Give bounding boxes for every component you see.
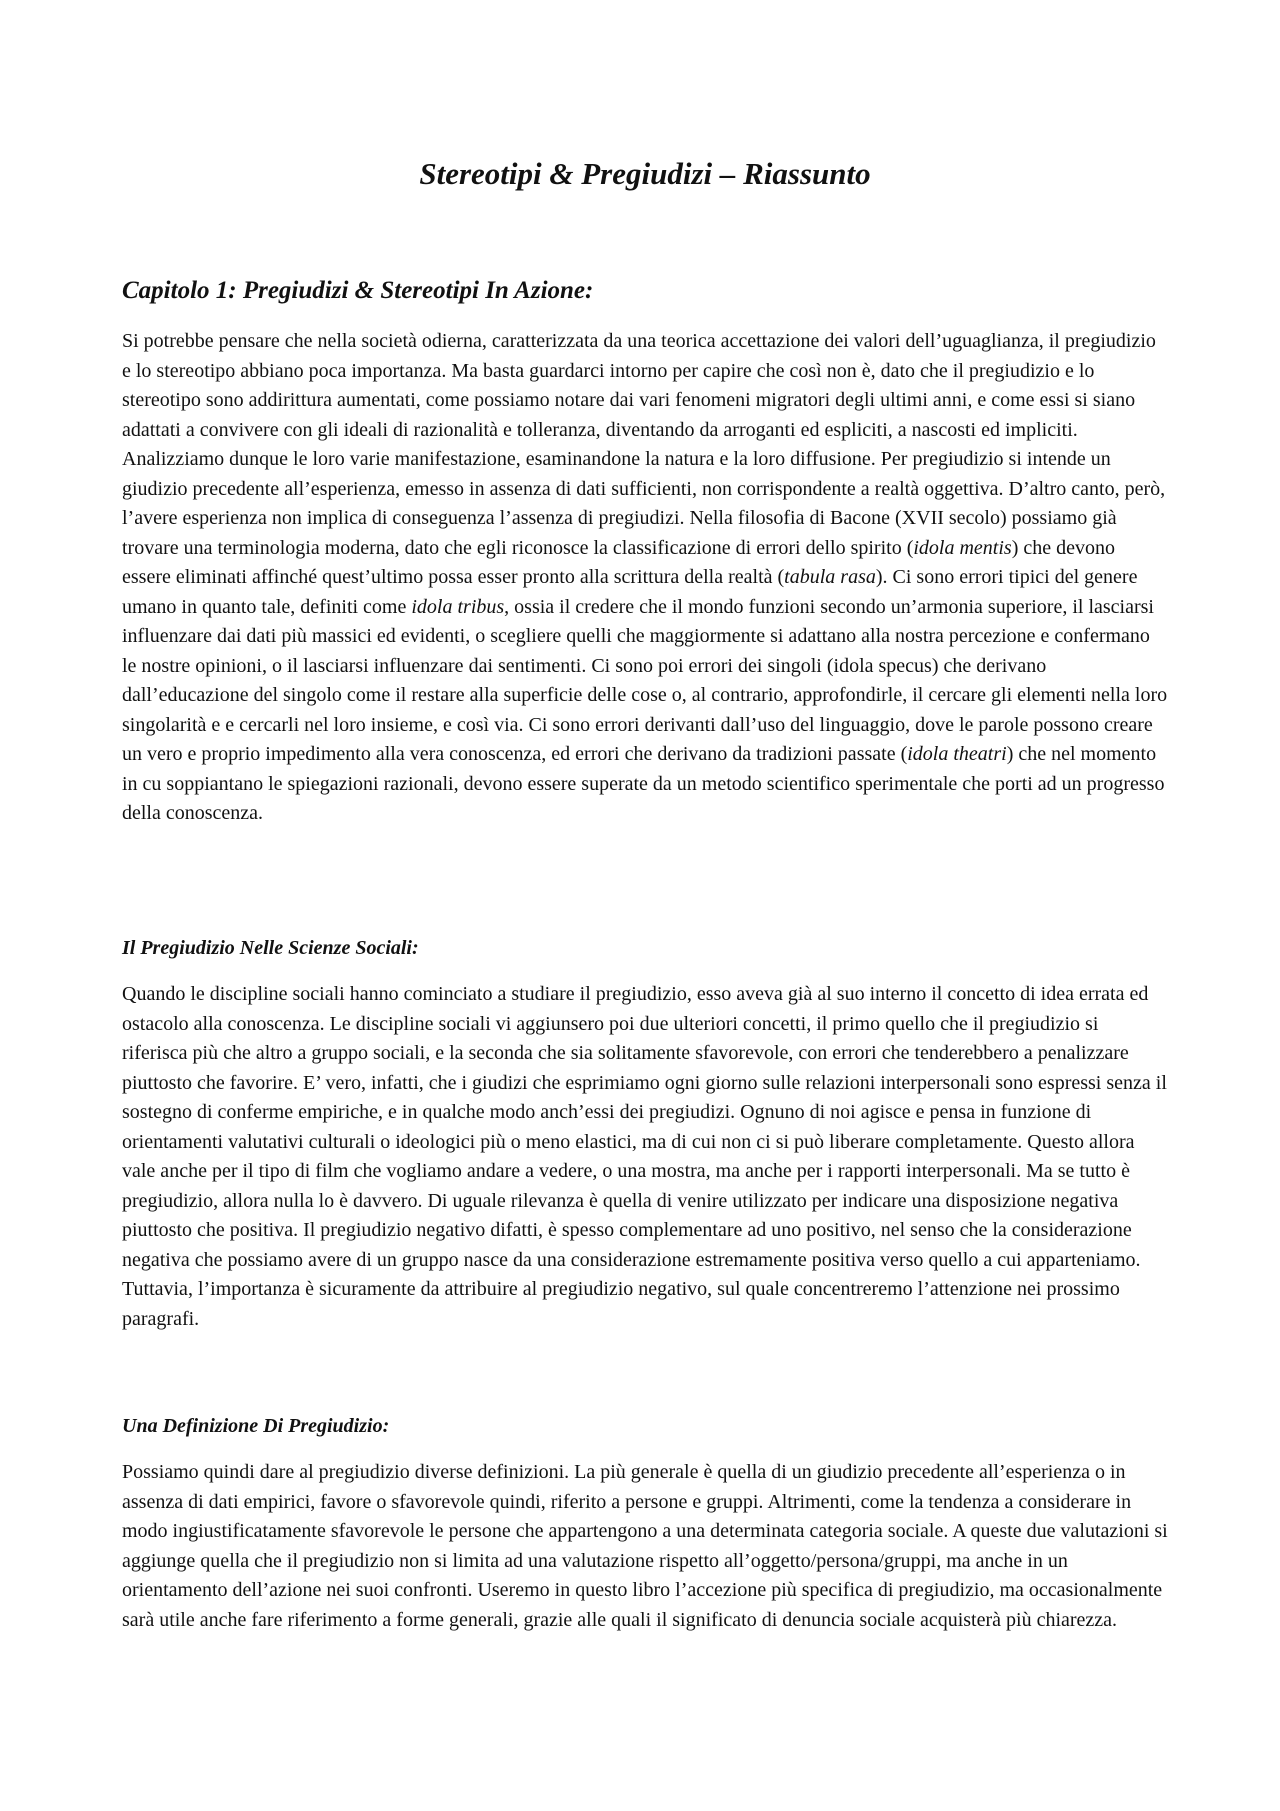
section-heading: Una Definizione Di Pregiudizio: — [122, 1415, 390, 1437]
section-definition — [122, 1412, 1168, 1440]
section-paragraph: Quando le discipline sociali hanno cominciato a studiare il pregiudizio, esso aveva già al suo interno il concetto di idea errata ed ostacolo alla conoscenza. Le discipline sociali vi aggiunsero poi due ulteriori concetti, il primo quello che il pregiudizio si riferisca più che altro a gruppo sociali, e la seconda che sia solitamente sfavorevole, con errori che tenderebbero a penalizzare piuttosto che favorire. E’ vero, infatti, che i giudizi che esprimiamo ogni giorno sulle relazioni interpersonali sono espressi senza il sostegno di conferme empiriche, e in qualche modo anch’essi dei pregiudizi. Ognuno di noi agisce e pensa in funzione di orientamenti valutativi culturali o ideologici più o meno elastici, ma di cui non ci si può liberare completamente. Questo allora vale anche per il tipo di film che vogliamo andare a vedere, o una mostra, ma anche per i rapporti interpersonali. Ma se tutto è pregiudizio, allora nulla lo è davvero. Di uguale rilevanza è quella di venire utilizzato per indicare una disposizione negativa piuttosto che positiva. Il pregiudizio negativo difatti, è spesso complementare ad uno positivo, nel senso che la considerazione negativa che possiamo avere di un gruppo nasce da una considerazione estremamente positiva verso quello a cui apparteniamo. Tuttavia, l’importanza è sicuramente da attribuire al pregiudizio negativo, sul quale concentreremo l’attenzione nei prossimo paragrafi. — [122, 983, 1167, 1330]
chapter-heading: Capitolo 1: Pregiudizi & Stereotipi In Azione: — [122, 277, 594, 304]
document-title: Stereotipi & Pregiudizi – Riassunto — [419, 156, 871, 191]
section-paragraph: Possiamo quindi dare al pregiudizio diverse definizioni. La più generale è quella di un giudizio precedente all’esperienza o in assenza di dati empirici, favore o sfavorevole quindi, riferito a persone e gruppi. Altrimenti, come la tendenza a considerare in modo ingiustificatamente sfavorevole le persone che appartengono a una determinata categoria sociale. A queste due valutazioni si aggiunge quella che il pregiudizio non si limita ad una valutazione rispetto all’oggetto/persona/gruppi, ma anche in un orientamento dell’azione nei suoi confronti. Useremo in questo libro l’accezione più specifica di pregiudizio, ma occasionalmente sarà utile anche fare riferimento a forme generali, grazie alle quali il significato di denuncia sociale acquisterà più chiarezza. — [122, 1461, 1168, 1631]
chapter-paragraph: Si potrebbe pensare che nella società odierna, caratterizzata da una teorica accettazione dei valori dell’uguaglianza, il pregiudizio e lo stereotipo abbiano poca importanza. Ma basta guardarci intorno per capire che così non è, dato che il pregiudizio e lo stereotipo sono addirittura aumentati, come possiamo notare dai vari fenomeni migratori degli ultimi anni, e come essi si siano adattati a convivere con gli ideali di razionalità e tolleranza, diventando da arroganti ed espliciti, a nascosti ed impliciti. Analizziamo dunque le loro varie manifestazione, esaminandone la natura e la loro diffusione. Per pregiudizio si intende un giudizio precedente all’esperienza, emesso in assenza di dati sufficienti, non corrispondente a realtà oggettiva. D’altro canto, però, l’avere esperienza non implica di conseguenza l’assenza di pregiudizi. Nella filosofia di Bacone (XVII secolo) possiamo già trovare una terminologia moderna, dato che egli riconosce la classificazione di errori dello spirito (idola mentis) che devono essere eliminati affinché quest’ultimo possa esser pronto alla scrittura della realtà (tabula rasa). Ci sono errori tipici del genere umano in quanto tale, definiti come idola tribus, ossia il credere che il mondo funzioni secondo un’armonia superiore, il lasciarsi influenzare dai dati più massici ed evidenti, o scegliere quelli che maggiormente si adattano alla nostra percezione e confermano le nostre opinioni, o il lasciarsi influenzare dai sentimenti. Ci sono poi errori dei singoli (idola specus) che derivano dall’educazione del singolo come il restare alla superficie delle cose o, al contrario, approfondirle, il cercare gli elementi nella loro singolarità e e cercarli nel loro insieme, e così via. Ci sono errori derivanti dall’uso del linguaggio, dove le parole possono creare un vero e proprio impedimento alla vera conoscenza, ed errori che derivano da tradizioni passate (idola theatri) che nel momento in cu soppiantano le spiegazioni razionali, devono essere superate da un metodo scientifico sperimentale che porti ad un progresso della conoscenza. — [122, 330, 1168, 824]
idola-mentis-term: idola mentis — [913, 536, 1012, 559]
section-definition-body — [122, 1458, 1168, 1635]
section-social-sciences-body — [122, 980, 1168, 1334]
chapter-intro-block — [122, 327, 1168, 829]
tabula-rasa-term: tabula rasa — [784, 566, 876, 588]
section-social-sciences — [122, 934, 1168, 962]
idola-tribus-term: idola tribus — [411, 595, 505, 618]
section-heading: Il Pregiudizio Nelle Scienze Sociali: — [122, 937, 419, 959]
idola-theatri-term: idola theatri — [907, 743, 1007, 765]
